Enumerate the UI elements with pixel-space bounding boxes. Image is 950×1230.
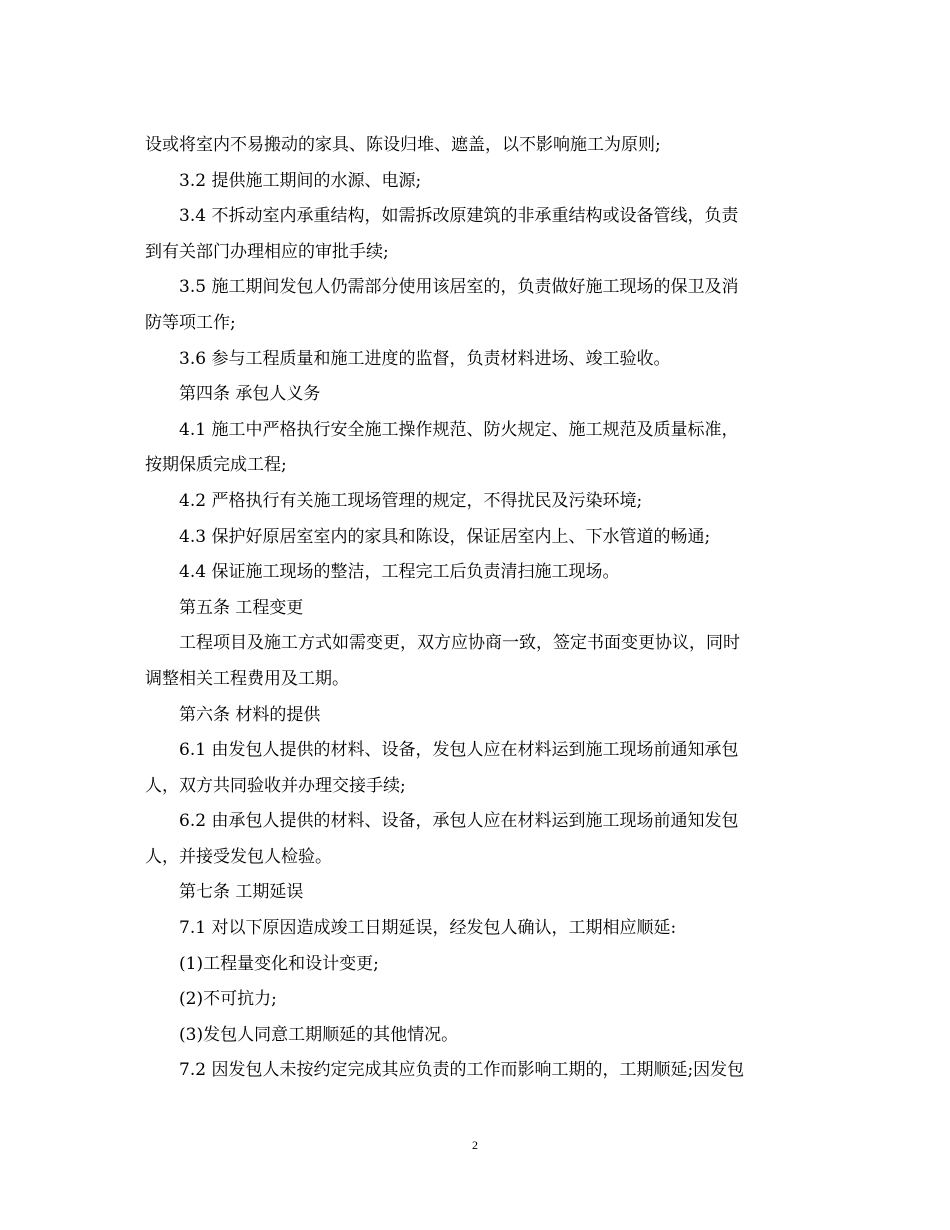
text-line: 7.2 因发包人未按约定完成其应负责的工作而影响工期的，工期顺延;因发包: [179, 1060, 745, 1081]
text-line: 人，双方共同验收并办理交接手续;: [145, 775, 406, 796]
text-line: 工程项目及施工方式如需变更，双方应协商一致，签定书面变更协议，同时: [179, 633, 740, 654]
text-line: 防等项工作;: [145, 312, 236, 333]
text-line: 6.1 由发包人提供的材料、设备，发包人应在材料运到施工现场前通知承包: [179, 740, 739, 761]
text-line: 4.2 严格执行有关施工现场管理的规定，不得扰民及污染环境;: [179, 490, 643, 511]
text-line: 4.3 保护好原居室室内的家具和陈设，保证居室内上、下水管道的畅通;: [179, 526, 711, 547]
text-line: 设或将室内不易搬动的家具、陈设归堆、遮盖，以不影响施工为原则;: [145, 135, 661, 155]
text-line: 人，并接受发包人检验。: [145, 846, 332, 867]
text-line: 3.6 参与工程质量和施工进度的监督，负责材料进场、竣工验收。: [179, 348, 671, 369]
text-line: 3.4 不拆动室内承重结构，如需拆改原建筑的非承重结构或设备管线，负责: [179, 206, 739, 227]
text-line: 第四条 承包人义务: [179, 384, 321, 405]
text-line: 第七条 工期延误: [179, 882, 304, 903]
text-line: 调整相关工程费用及工期。: [145, 668, 349, 689]
text-line: 4.1 施工中严格执行安全施工操作规范、防火规定、施工规范及质量标准，: [179, 419, 739, 440]
text-line: 按期保质完成工程;: [145, 455, 287, 476]
page-number: 2: [472, 1138, 478, 1152]
text-line: 第六条 材料的提供: [179, 704, 321, 725]
text-line: 3.2 提供施工期间的水源、电源;: [179, 170, 422, 191]
text-line: 4.4 保证施工现场的整洁，工程完工后负责清扫施工现场。: [179, 562, 620, 583]
text-line: (2)不可抗力;: [179, 989, 277, 1010]
text-line: 第五条 工程变更: [179, 597, 304, 618]
text-line: (3)发包人同意工期顺延的其他情况。: [179, 1024, 459, 1045]
text-line: 6.2 由承包人提供的材料、设备，承包人应在材料运到施工现场前通知发包: [179, 811, 739, 832]
text-line: 7.1 对以下原因造成竣工日期延误，经发包人确认，工期相应顺延:: [179, 918, 677, 939]
text-line: 3.5 施工期间发包人仍需部分使用该居室的，负责做好施工现场的保卫及消: [179, 277, 739, 298]
text-line: (1)工程量变化和设计变更;: [179, 953, 379, 974]
document-body: [145, 128, 805, 1089]
text-line: 到有关部门办理相应的审批手续;: [145, 241, 389, 262]
